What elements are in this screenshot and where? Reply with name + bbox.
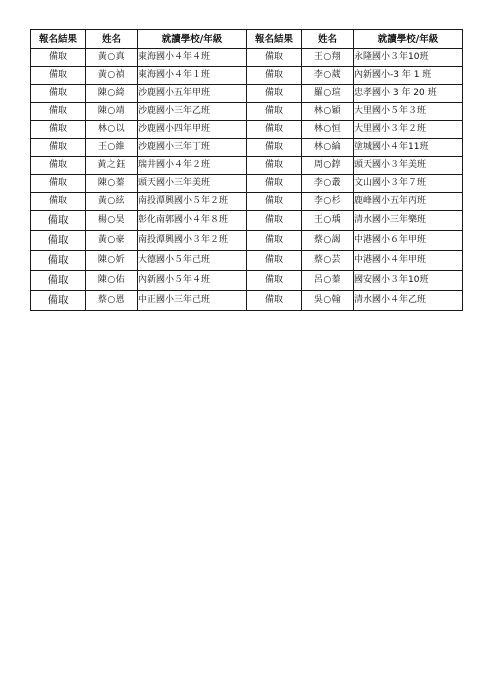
right-result-cell: 備取 [247, 139, 302, 157]
header-school-left: 就讀學校/年級 [138, 30, 247, 49]
right-school-cell: 內新國小-3 年 1 班 [354, 67, 463, 85]
left-name-cell: 陳○妡 [86, 251, 138, 271]
header-name-right: 姓名 [302, 30, 354, 49]
right-result-cell: 備取 [247, 49, 302, 67]
right-name-cell: 李○葳 [302, 67, 354, 85]
left-name-cell: 蔡○恩 [86, 291, 138, 311]
left-result-cell: 備取 [31, 271, 86, 291]
right-name-cell: 林○恒 [302, 121, 354, 139]
left-name-cell: 黃之鈺 [86, 157, 138, 175]
right-school-cell: 忠孝國小 3 年 20 班 [354, 85, 463, 103]
right-name-cell: 羅○瑄 [302, 85, 354, 103]
left-school-cell: 沙鹿國小三年丁班 [138, 139, 247, 157]
left-name-cell: 陳○靖 [86, 103, 138, 121]
left-result-cell: 備取 [31, 157, 86, 175]
table-row [31, 103, 463, 121]
right-result-cell: 備取 [247, 251, 302, 271]
table-row [31, 251, 463, 271]
right-result-cell: 備取 [247, 175, 302, 193]
right-result-cell: 備取 [247, 231, 302, 251]
left-result-cell: 備取 [31, 193, 86, 211]
right-name-cell: 吳○翰 [302, 291, 354, 311]
header-result-right: 報名結果 [247, 30, 302, 49]
right-school-cell: 大里國小５年３班 [354, 103, 463, 121]
left-name-cell: 黃○真 [86, 49, 138, 67]
table-row [31, 85, 463, 103]
right-name-cell: 蔡○謁 [302, 231, 354, 251]
right-school-cell: 清水國小三年樂班 [354, 211, 463, 231]
left-result-cell: 備取 [31, 139, 86, 157]
left-result-cell: 備取 [31, 121, 86, 139]
table-row [31, 193, 463, 211]
right-school-cell: 文山國小３年７班 [354, 175, 463, 193]
table-row [31, 67, 463, 85]
left-school-cell: 瑞井國小４年２班 [138, 157, 247, 175]
header-row [31, 30, 463, 49]
left-result-cell: 備取 [31, 85, 86, 103]
left-result-cell: 備取 [31, 67, 86, 85]
right-school-cell: 頭天國小３年美班 [354, 157, 463, 175]
waitlist-table [30, 29, 463, 311]
right-result-cell: 備取 [247, 103, 302, 121]
left-school-cell: 內新國小５年４班 [138, 271, 247, 291]
right-school-cell: 清水國小４年乙班 [354, 291, 463, 311]
left-school-cell: 彰化南郭國小４年８班 [138, 211, 247, 231]
table-row [31, 139, 463, 157]
table-body [31, 49, 463, 311]
header-name-left: 姓名 [86, 30, 138, 49]
right-name-cell: 王○翔 [302, 49, 354, 67]
left-name-cell: 陳○綺 [86, 85, 138, 103]
left-result-cell: 備取 [31, 175, 86, 193]
left-result-cell: 備取 [31, 49, 86, 67]
right-result-cell: 備取 [247, 211, 302, 231]
right-school-cell: 鹿峰國小五年丙班 [354, 193, 463, 211]
right-result-cell: 備取 [247, 121, 302, 139]
left-name-cell: 陳○佑 [86, 271, 138, 291]
left-name-cell: 黃○豪 [86, 231, 138, 251]
header-school-right: 就讀學校/年級 [354, 30, 463, 49]
left-school-cell: 頭天國小三年美班 [138, 175, 247, 193]
left-name-cell: 陳○蓁 [86, 175, 138, 193]
table-row [31, 271, 463, 291]
left-result-cell: 備取 [31, 211, 86, 231]
left-name-cell: 王○維 [86, 139, 138, 157]
left-result-cell: 備取 [31, 231, 86, 251]
right-result-cell: 備取 [247, 291, 302, 311]
left-school-cell: 沙鹿國小五年甲班 [138, 85, 247, 103]
table-row [31, 175, 463, 193]
right-result-cell: 備取 [247, 271, 302, 291]
table-row [31, 157, 463, 175]
right-result-cell: 備取 [247, 67, 302, 85]
left-name-cell: 林○以 [86, 121, 138, 139]
left-name-cell: 黃○絃 [86, 193, 138, 211]
right-name-cell: 林○綸 [302, 139, 354, 157]
right-name-cell: 王○瑀 [302, 211, 354, 231]
left-school-cell: 沙鹿國小四年甲班 [138, 121, 247, 139]
right-school-cell: 永隆國小３年10班 [354, 49, 463, 67]
right-result-cell: 備取 [247, 193, 302, 211]
left-name-cell: 楊○昊 [86, 211, 138, 231]
roster-sheet [30, 29, 462, 311]
table-row [31, 49, 463, 67]
right-school-cell: 大里國小３年２班 [354, 121, 463, 139]
right-name-cell: 蔡○芸 [302, 251, 354, 271]
table-row [31, 121, 463, 139]
left-result-cell: 備取 [31, 251, 86, 271]
left-school-cell: 沙鹿國小三年乙班 [138, 103, 247, 121]
left-school-cell: 東海國小４年４班 [138, 49, 247, 67]
right-school-cell: 塗城國小４年11班 [354, 139, 463, 157]
left-name-cell: 黃○禎 [86, 67, 138, 85]
right-result-cell: 備取 [247, 157, 302, 175]
right-result-cell: 備取 [247, 85, 302, 103]
left-school-cell: 大德國小５年己班 [138, 251, 247, 271]
header-result-left: 報名結果 [31, 30, 86, 49]
table-row [31, 211, 463, 231]
right-name-cell: 李○杉 [302, 193, 354, 211]
right-name-cell: 林○穎 [302, 103, 354, 121]
left-school-cell: 東海國小４年１班 [138, 67, 247, 85]
left-result-cell: 備取 [31, 291, 86, 311]
right-name-cell: 呂○蓁 [302, 271, 354, 291]
left-school-cell: 中正國小三年己班 [138, 291, 247, 311]
right-school-cell: 中港國小６年甲班 [354, 231, 463, 251]
table-row [31, 231, 463, 251]
right-school-cell: 中港國小４年甲班 [354, 251, 463, 271]
table-row [31, 291, 463, 311]
right-name-cell: 周○錞 [302, 157, 354, 175]
table-header [31, 30, 463, 49]
right-school-cell: 國安國小３年10班 [354, 271, 463, 291]
left-school-cell: 南投潭興國小３年２班 [138, 231, 247, 251]
right-name-cell: 李○叢 [302, 175, 354, 193]
left-school-cell: 南投潭興國小５年２班 [138, 193, 247, 211]
left-result-cell: 備取 [31, 103, 86, 121]
